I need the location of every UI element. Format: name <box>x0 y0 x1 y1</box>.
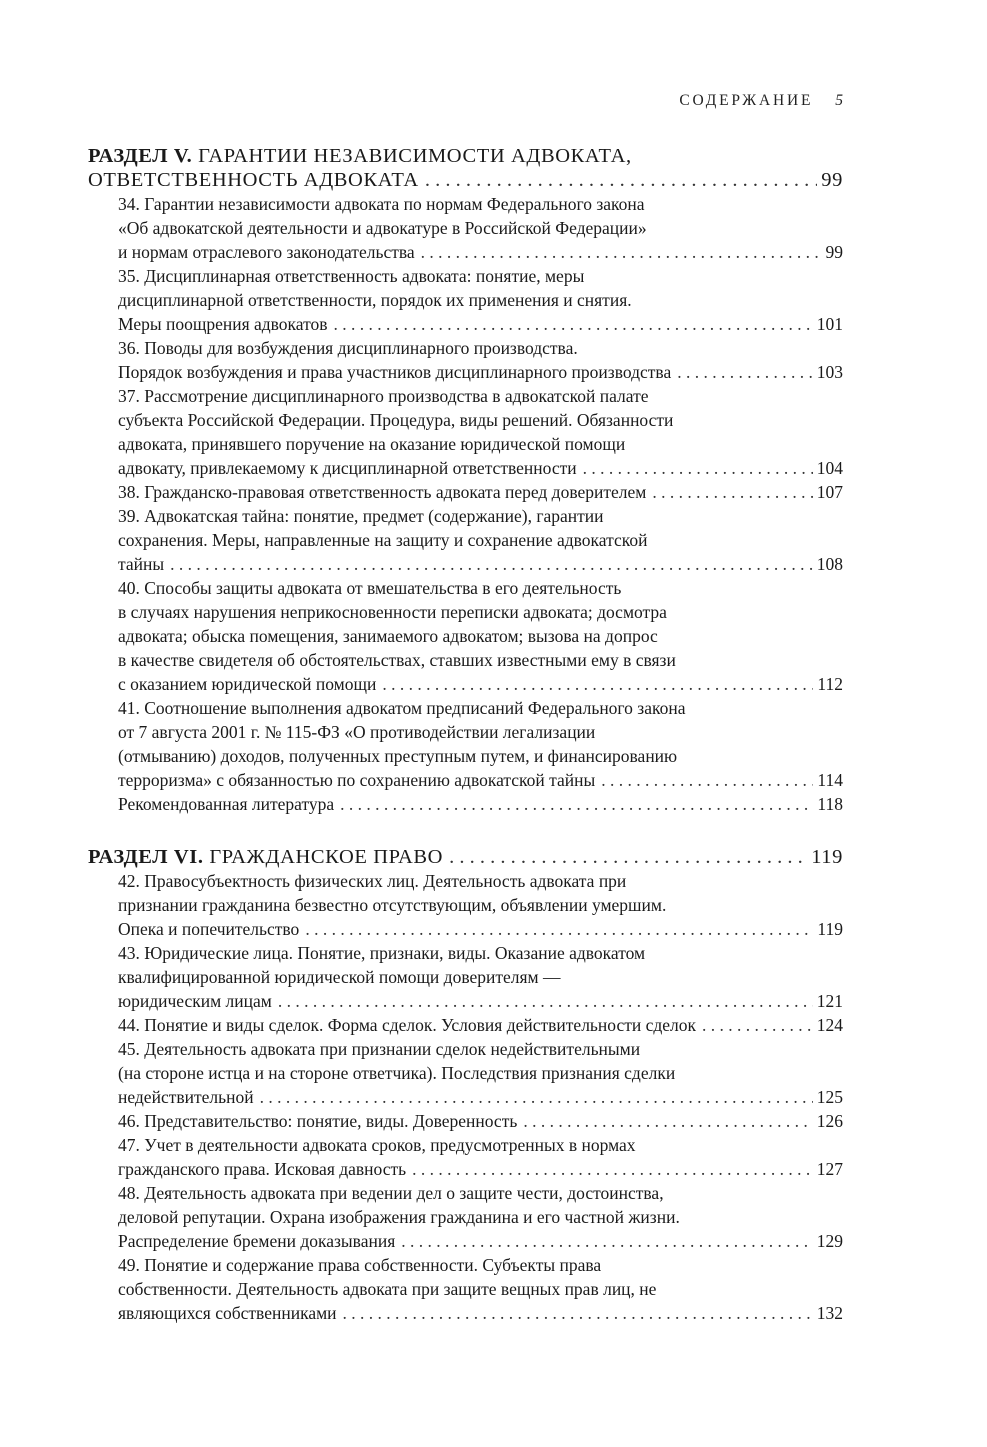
toc-entry[interactable] <box>118 1253 843 1325</box>
leader-dots <box>421 240 822 264</box>
toc-entry-text: Распределение бремени доказывания <box>118 1231 396 1251</box>
toc-entry-text: Меры поощрения адвокатов <box>118 314 328 334</box>
section-5-title-line1: ГАРАНТИИ НЕЗАВИСИМОСТИ АДВОКАТА, <box>198 145 632 167</box>
toc-entry-page: 132 <box>816 1303 843 1323</box>
toc-entry[interactable] <box>118 1037 843 1109</box>
running-head <box>679 92 843 110</box>
toc-entry-last-line <box>118 917 843 941</box>
toc-entry-text: 44. Понятие и виды сделок. Форма сделок. Условия действительности сделок <box>118 1015 697 1035</box>
toc-entry-page: 99 <box>825 242 843 262</box>
toc-entry-line: квалифицированной юридической помощи доверителям — <box>118 967 561 987</box>
toc-entry-text: 38. Гражданско-правовая ответственность адвоката перед доверителем <box>118 482 647 502</box>
toc-entry-page: 112 <box>817 674 843 694</box>
toc-entry-text: Порядок возбуждения и права участников дисциплинарного производства <box>118 362 672 382</box>
toc-entry-last-line <box>118 1109 843 1133</box>
section-5-label: РАЗДЕЛ V. <box>88 145 193 167</box>
toc-entry[interactable] <box>118 384 843 480</box>
leader-dots <box>260 1085 813 1109</box>
toc-entry-line: в качестве свидетеля об обстоятельствах, ставших известными ему в связи <box>118 650 676 670</box>
section-6 <box>88 845 843 1325</box>
leader-dots <box>412 1157 813 1181</box>
leader-dots <box>401 1229 813 1253</box>
toc-entry-page: 104 <box>816 458 843 478</box>
toc-entry-line: 48. Деятельность адвоката при ведении дел о защите чести, достоинства, <box>118 1183 664 1203</box>
toc-entry-page: 108 <box>816 554 843 574</box>
toc-entry[interactable] <box>118 192 843 264</box>
toc-entry-line: 43. Юридические лица. Понятие, признаки, виды. Оказание адвокатом <box>118 943 646 963</box>
toc-entry-line: 49. Понятие и содержание права собственности. Субъекты права <box>118 1255 602 1275</box>
leader-dots <box>523 1109 812 1133</box>
running-head-title: СОДЕРЖАНИЕ <box>679 92 814 109</box>
toc-entry-line: сохранения. Меры, направленные на защиту и сохранение адвокатской <box>118 530 648 550</box>
toc-entry-line: от 7 августа 2001 г. № 115-ФЗ «О противодействии легализации <box>118 722 596 742</box>
page-number: 5 <box>835 92 843 109</box>
leader-dots <box>583 456 813 480</box>
toc-entry-last-line <box>118 1301 843 1325</box>
toc-entry-last-line <box>118 312 843 336</box>
toc-entry-line: в случаях нарушения неприкосновенности переписки адвоката; досмотра <box>118 602 667 622</box>
toc-entry-text: недействительной <box>118 1087 254 1107</box>
toc-entry-page: 127 <box>816 1159 843 1179</box>
toc-entry-page: 118 <box>817 794 843 814</box>
toc-entry-line: адвоката; обыска помещения, занимаемого адвокатом; вызова на допрос <box>118 626 658 646</box>
toc-entry-last-line <box>118 1229 843 1253</box>
toc-entry-page: 121 <box>816 991 843 1011</box>
toc-entry-last-line <box>118 480 843 504</box>
leader-dots <box>278 989 813 1013</box>
toc-entry-line: 34. Гарантии независимости адвоката по нормам Федерального закона <box>118 194 645 214</box>
leader-dots <box>425 168 817 192</box>
toc-entry-text: тайны <box>118 554 165 574</box>
toc-entry[interactable] <box>118 576 843 696</box>
toc-entry[interactable] <box>118 1109 843 1133</box>
toc-entry-line: деловой репутации. Охрана изображения гражданина и его частной жизни. <box>118 1207 680 1227</box>
toc-entry-text: адвокату, привлекаемому к дисциплинарной ответственности <box>118 458 577 478</box>
toc-entry-last-line <box>118 768 843 792</box>
toc-entry-last-line <box>118 792 843 816</box>
leader-dots <box>702 1013 813 1037</box>
leader-dots <box>334 312 813 336</box>
toc-entry-line: 42. Правосубъектность физических лиц. Деятельность адвоката при <box>118 871 627 891</box>
section-5-heading[interactable] <box>88 144 843 192</box>
toc-entry-last-line <box>118 1013 843 1037</box>
toc-entry-line: 35. Дисциплинарная ответственность адвоката: понятие, меры <box>118 266 585 286</box>
toc-entry-text: Опека и попечительство <box>118 919 300 939</box>
section-5 <box>88 144 843 816</box>
section-5-page: 99 <box>821 169 843 191</box>
toc-entry[interactable] <box>118 1133 843 1181</box>
leader-dots <box>170 552 813 576</box>
leader-dots <box>343 1301 813 1325</box>
leader-dots <box>677 360 813 384</box>
toc-entry[interactable] <box>118 792 843 816</box>
toc-entry-text: юридическим лицам <box>118 991 272 1011</box>
toc-entry[interactable] <box>118 696 843 792</box>
toc-entry-line: дисциплинарной ответственности, порядок их применения и снятия. <box>118 290 632 310</box>
toc-entry-line: субъекта Российской Федерации. Процедура, виды решений. Обязанности <box>118 410 674 430</box>
toc-entry-last-line <box>118 360 843 384</box>
toc-entry-line: «Об адвокатской деятельности и адвокатуре в Российской Федерации» <box>118 218 647 238</box>
toc-entry-page: 107 <box>816 482 843 502</box>
toc-entry[interactable] <box>118 480 843 504</box>
toc-entry-text: терроризма» с обязанностью по сохранению адвокатской тайны <box>118 770 596 790</box>
toc-entry-text: являющихся собственниками <box>118 1303 337 1323</box>
section-5-items <box>88 192 843 816</box>
toc-entry-line: 47. Учет в деятельности адвоката сроков, предусмотренных в нормах <box>118 1135 636 1155</box>
section-6-items <box>88 869 843 1325</box>
toc-entry-line: признании гражданина безвестно отсутствующим, объявлении умершим. <box>118 895 667 915</box>
toc-entry-last-line <box>118 1085 843 1109</box>
toc-entry-text: Рекомендованная литература <box>118 794 335 814</box>
toc-entry-page: 124 <box>816 1015 843 1035</box>
toc-entry-page: 101 <box>816 314 843 334</box>
toc-entry[interactable] <box>118 941 843 1013</box>
toc-entry-last-line <box>118 672 843 696</box>
toc-entry-text: и нормам отраслевого законодательства <box>118 242 415 262</box>
toc-entry-page: 119 <box>817 919 843 939</box>
toc-entry[interactable] <box>118 264 843 336</box>
toc-entry-page: 126 <box>816 1111 843 1131</box>
toc-entry-last-line <box>118 552 843 576</box>
toc-entry-line: собственности. Деятельность адвоката при защите вещных прав лиц, не <box>118 1279 657 1299</box>
toc-entry-page: 129 <box>816 1231 843 1251</box>
toc-entry[interactable] <box>118 336 843 384</box>
section-6-heading[interactable] <box>88 845 843 869</box>
toc-entry-text: 46. Представительство: понятие, виды. Доверенность <box>118 1111 518 1131</box>
leader-dots <box>382 672 813 696</box>
toc-entry-line: адвоката, принявшего поручение на оказание юридической помощи <box>118 434 626 454</box>
leader-dots <box>601 768 813 792</box>
toc-entry-last-line <box>118 989 843 1013</box>
toc-entry[interactable] <box>118 1181 843 1253</box>
toc-entry-last-line <box>118 456 843 480</box>
toc-entry[interactable] <box>118 504 843 576</box>
toc-entry-last-line <box>118 240 843 264</box>
toc-entry-line: 40. Способы защиты адвоката от вмешательства в его деятельность <box>118 578 622 598</box>
section-6-title: ГРАЖДАНСКОЕ ПРАВО <box>209 846 444 868</box>
toc-entry-page: 103 <box>816 362 843 382</box>
leader-dots <box>305 917 813 941</box>
toc-entry-text: гражданского права. Исковая давность <box>118 1159 407 1179</box>
toc-entry[interactable] <box>118 869 843 941</box>
toc-entry-line: 36. Поводы для возбуждения дисциплинарного производства. <box>118 338 578 358</box>
toc-entry-page: 114 <box>817 770 843 790</box>
section-6-label: РАЗДЕЛ VI. <box>88 846 204 868</box>
section-5-title-line2: ОТВЕТСТВЕННОСТЬ АДВОКАТА <box>88 169 419 191</box>
toc-entry-line: (на стороне истца и на стороне ответчика). Последствия признания сделки <box>118 1063 676 1083</box>
toc-entry-line: 45. Деятельность адвоката при признании сделок недействительными <box>118 1039 641 1059</box>
leader-dots <box>340 792 813 816</box>
leader-dots <box>449 845 807 869</box>
toc-entry-text: с оказанием юридической помощи <box>118 674 377 694</box>
toc-entry-line: 37. Рассмотрение дисциплинарного производства в адвокатской палате <box>118 386 649 406</box>
toc-entry-line: 41. Соотношение выполнения адвокатом предписаний Федерального закона <box>118 698 686 718</box>
toc-entry-line: (отмыванию) доходов, полученных преступным путем, и финансированию <box>118 746 678 766</box>
leader-dots <box>652 480 812 504</box>
toc-entry-line: 39. Адвокатская тайна: понятие, предмет (содержание), гарантии <box>118 506 604 526</box>
section-6-page: 119 <box>811 846 843 868</box>
toc-entry-last-line <box>118 1157 843 1181</box>
toc-entry[interactable] <box>118 1013 843 1037</box>
toc-entry-page: 125 <box>816 1087 843 1107</box>
